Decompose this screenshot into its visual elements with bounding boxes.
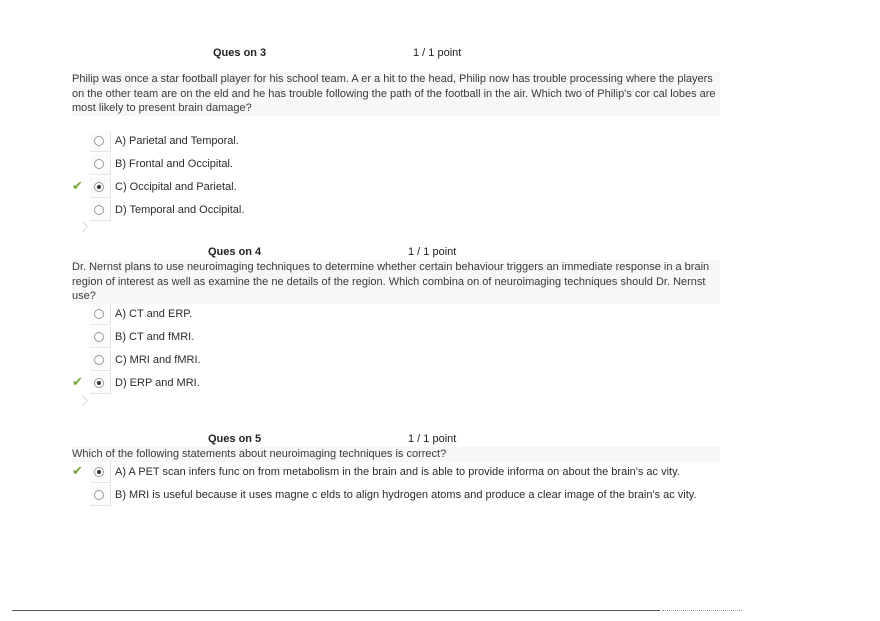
option-label: B) MRI is useful because it uses magne c elds to align hydrogen atoms and produce a clear image of the brain's ac vity. (115, 489, 697, 501)
option-label: A) CT and ERP. (115, 308, 193, 320)
radio-wrapper[interactable] (90, 131, 111, 152)
question-3-option-b[interactable] (72, 154, 772, 174)
radio-button[interactable] (94, 205, 104, 215)
chevron-right-icon[interactable]: 〉 (82, 394, 95, 408)
question-3-title: Ques on 3 (213, 47, 267, 59)
checkmark-icon: ✔ (72, 178, 83, 193)
option-label: A) A PET scan infers func on from metabolism in the brain and is able to provide informa on about the brain's ac vity. (115, 466, 680, 478)
radio-button[interactable] (94, 332, 104, 342)
question-4-title: Ques on 4 (208, 246, 262, 258)
radio-wrapper[interactable] (90, 177, 111, 198)
checkmark-icon: ✔ (72, 463, 83, 478)
option-label: D) ERP and MRI. (115, 377, 200, 389)
radio-wrapper[interactable] (90, 200, 111, 221)
question-5-option-a[interactable] (72, 462, 772, 482)
page-footer-dots (662, 606, 742, 611)
radio-wrapper[interactable] (90, 350, 111, 371)
page-footer-rule (12, 610, 660, 611)
option-label: B) CT and fMRI. (115, 331, 195, 343)
question-5-text: Which of the following statements about neuroimaging techniques is correct? (72, 447, 720, 462)
radio-wrapper[interactable] (90, 154, 111, 175)
radio-button[interactable] (94, 490, 104, 500)
question-4-text: Dr. Nernst plans to use neuroimaging techniques to determine whether certain behaviour triggers an immediate response in a brain region of interest as well as examine the ne details of the region. Which combina on of neuroimaging techniques should Dr. Nernst use? (72, 260, 720, 304)
question-4-option-a[interactable] (72, 304, 772, 324)
chevron-right-icon[interactable]: 〉 (82, 220, 95, 234)
radio-wrapper[interactable] (90, 304, 111, 325)
radio-wrapper[interactable] (90, 462, 111, 483)
question-4-option-d[interactable] (72, 373, 772, 393)
question-4-option-c[interactable] (72, 350, 772, 370)
question-3-score: 1 / 1 point (413, 47, 462, 59)
radio-wrapper[interactable] (90, 327, 111, 348)
radio-button[interactable] (94, 309, 104, 319)
question-5-title: Ques on 5 (208, 433, 262, 445)
question-3-text: Philip was once a star football player for his school team. A er a hit to the head, Philip now has trouble processing where the players on the other team are on the eld and he has trouble following the path of the football in the air. Which two of Philip's cor cal lobes are most likely to present brain damage? (72, 72, 720, 116)
question-3-option-c[interactable] (72, 177, 772, 197)
option-label: A) Parietal and Temporal. (115, 135, 239, 147)
option-label: C) MRI and fMRI. (115, 354, 201, 366)
checkmark-icon: ✔ (72, 374, 83, 389)
radio-button[interactable] (94, 136, 104, 146)
question-3-option-a[interactable] (72, 131, 772, 151)
radio-button-selected[interactable] (94, 467, 104, 477)
option-label: B) Frontal and Occipital. (115, 158, 233, 170)
question-3-option-d[interactable] (72, 200, 772, 220)
option-label: C) Occipital and Parietal. (115, 181, 237, 193)
radio-button[interactable] (94, 355, 104, 365)
radio-wrapper[interactable] (90, 373, 111, 394)
radio-button-selected[interactable] (94, 378, 104, 388)
radio-wrapper[interactable] (90, 485, 111, 506)
question-4-option-b[interactable] (72, 327, 772, 347)
question-5-score: 1 / 1 point (408, 433, 457, 445)
question-4-score: 1 / 1 point (408, 246, 457, 258)
radio-button[interactable] (94, 159, 104, 169)
option-label: D) Temporal and Occipital. (115, 204, 245, 216)
question-5-option-b[interactable] (72, 485, 772, 505)
radio-button-selected[interactable] (94, 182, 104, 192)
